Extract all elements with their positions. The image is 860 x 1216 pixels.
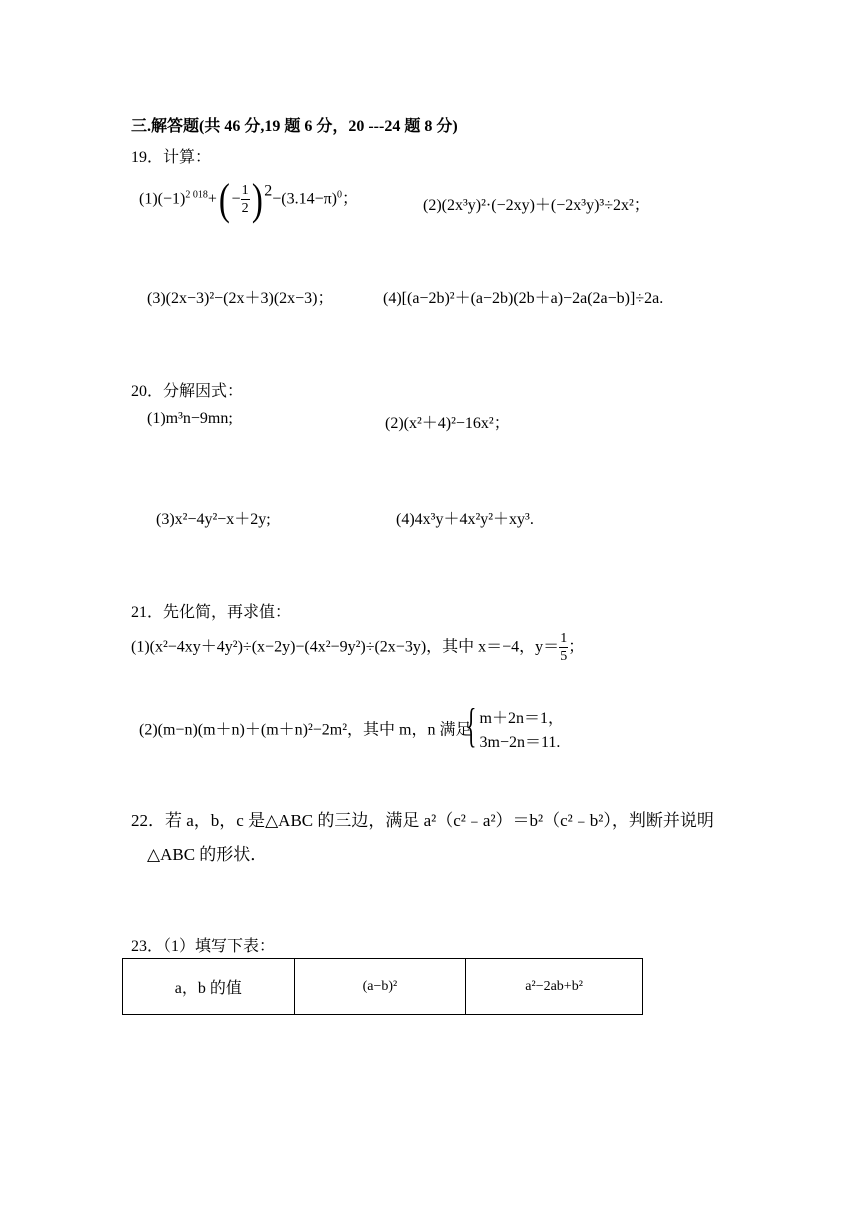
q19-p1-exp2: 2 bbox=[264, 182, 273, 200]
left-paren: ( bbox=[218, 175, 230, 224]
q22-line2: △ABC 的形状． bbox=[147, 845, 268, 864]
q19-part3: (3)(2x−3)²−(2x＋3)(2x−3)； bbox=[147, 290, 334, 307]
q19-p1-minus: − bbox=[231, 190, 241, 208]
q19-p1-exp: 2 018 bbox=[185, 189, 208, 201]
q19-p1-semi: ； bbox=[342, 190, 359, 208]
q23-title: 23．（1）填写下表： bbox=[131, 938, 276, 955]
q19-p1-plus: + bbox=[207, 190, 217, 208]
q19-p1-fraction bbox=[241, 184, 250, 216]
equation-system bbox=[465, 699, 564, 755]
q20-part3: (3)x²−4y²−x＋2y; bbox=[156, 511, 271, 528]
q19-p1-tail-exp: 0 bbox=[337, 189, 342, 201]
q19-part2: (2)(2x³y)²·(−2xy)＋(−2x³y)³÷2x²； bbox=[423, 197, 650, 214]
q21-p1-fraction bbox=[559, 632, 568, 664]
q21-title: 21．先化简，再求值： bbox=[131, 604, 292, 621]
system-eq2: 3m−2n＝11. bbox=[479, 734, 561, 751]
q20-part2: (2)(x²＋4)²−16x²； bbox=[385, 415, 510, 432]
table-header-cell: a，b 的值 bbox=[123, 959, 295, 1015]
q22-line1: 22．若 a，b，c 是△ABC 的三边，满足 a²（c²﹣a²）＝b²（c²﹣b²），判断并说明 bbox=[131, 811, 714, 830]
table-row bbox=[123, 959, 643, 1015]
q21-p1-frac-den: 5 bbox=[560, 649, 568, 664]
q20-title: 20．分解因式： bbox=[131, 383, 244, 400]
q19-p1-tail: −(3.14−π) bbox=[272, 190, 337, 208]
q21-p1-frac-num: 1 bbox=[560, 631, 568, 646]
q20-part1: (1)m³n−9mn; bbox=[147, 410, 233, 427]
q19-p1-frac-num: 1 bbox=[241, 183, 249, 198]
table-header-cell: (a−b)² bbox=[294, 959, 466, 1015]
q20-part4: (4)4x³y＋4x²y²＋xy³. bbox=[396, 511, 534, 528]
section-title: 三.解答题(共 46 分,19 题 6 分，20 ---24 题 8 分) bbox=[131, 118, 458, 135]
q19-part1 bbox=[139, 175, 359, 224]
table-header-cell: a²−2ab+b² bbox=[466, 959, 643, 1015]
q21-p2-expr: (2)(m−n)(m＋n)＋(m＋n)²−2m²，其中 m，n 满足 bbox=[139, 721, 472, 739]
q19-p1-base: (−1) bbox=[157, 190, 186, 208]
system-eq1: m＋2n＝1， bbox=[479, 710, 564, 727]
q19-title: 19．计算： bbox=[131, 149, 212, 166]
q21-p1-end: ； bbox=[568, 638, 585, 656]
q19-p1-label: (1) bbox=[139, 190, 158, 208]
right-paren: ) bbox=[251, 175, 263, 224]
q19-part4: (4)[(a−2b)²＋(a−2b)(2b＋a)−2a(2a−b)]÷2a. bbox=[383, 290, 664, 307]
q19-p1-frac-den: 2 bbox=[241, 201, 249, 216]
q21-p1-expr: (1)(x²−4xy＋4y²)÷(x−2y)−(4x²−9y²)÷(2x−3y)，其中 x＝−4，y＝ bbox=[131, 638, 560, 656]
q21-part1 bbox=[131, 632, 584, 664]
brace-icon: { bbox=[465, 699, 476, 752]
q21-part2 bbox=[139, 699, 564, 755]
values-table bbox=[122, 958, 643, 1015]
